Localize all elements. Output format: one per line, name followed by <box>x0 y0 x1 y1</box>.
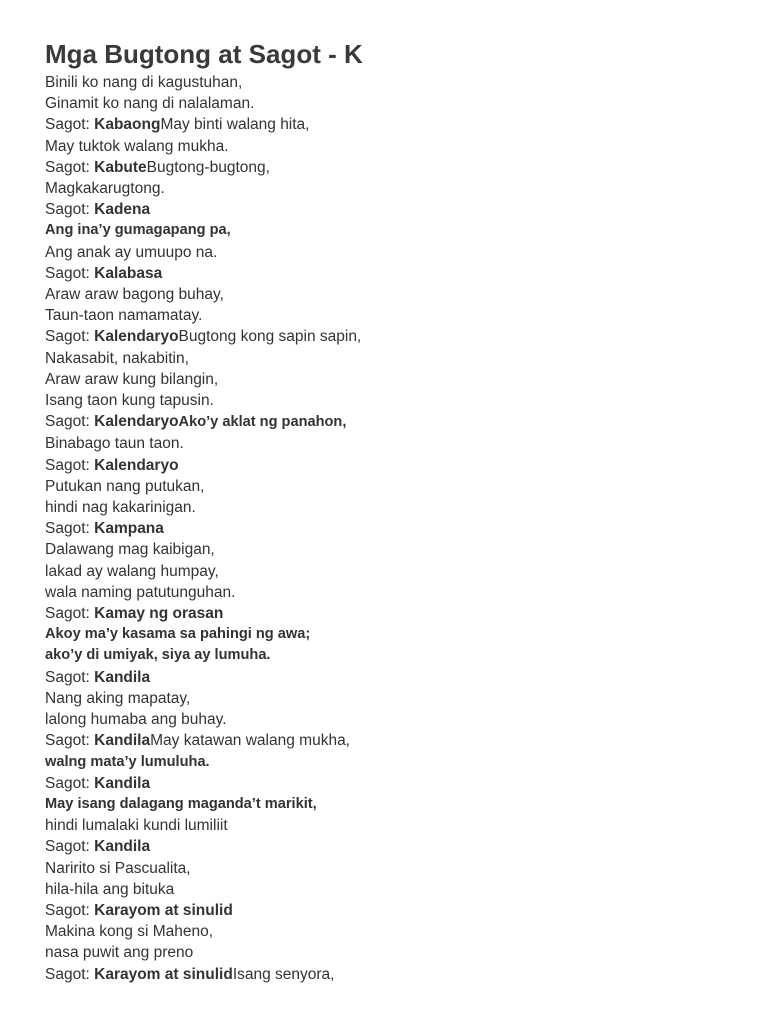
text-line <box>45 582 728 603</box>
line-text: Sagot: <box>45 264 95 282</box>
line-text: Bugtong-bugtong, <box>146 158 270 176</box>
line-text: May katawan walang mukha, <box>150 732 350 750</box>
line-text: hindi nag kakarinigan. <box>45 499 196 517</box>
text-line <box>45 942 728 963</box>
text-line <box>45 794 728 815</box>
text-line <box>45 157 728 178</box>
line-text: Sagot: <box>45 605 95 623</box>
line-text: Ang anak ay umuupo na. <box>45 243 218 261</box>
line-text: Binili ko nang di kagustuhan, <box>45 74 243 91</box>
line-text: May isang dalagang maganda’t marikit, <box>45 795 317 812</box>
line-text: nasa puwit ang preno <box>45 944 194 962</box>
text-line <box>45 369 728 390</box>
answer-text: Kandila <box>94 774 151 792</box>
bold-text: Ako’y aklat ng panahon, <box>178 414 347 431</box>
line-text: Sagot: <box>45 413 95 431</box>
riddle-text-body <box>45 72 728 985</box>
answer-text: Kabute <box>94 158 147 176</box>
text-line <box>45 433 728 454</box>
answer-text: Kandila <box>94 668 151 686</box>
text-line <box>45 688 728 709</box>
line-text: Binabago taun taon. <box>45 435 184 453</box>
line-text: May tuktok walang mukha. <box>45 137 229 155</box>
text-line <box>45 220 728 241</box>
line-text: May binti walang hita, <box>160 116 310 134</box>
answer-text: Kabaong <box>94 116 161 134</box>
line-text: Sagot: <box>45 158 95 176</box>
text-line <box>45 921 728 942</box>
answer-text: Karayom at sinulid <box>94 965 233 983</box>
line-text: Sagot: <box>45 838 95 856</box>
line-text: Isang taon kung tapusin. <box>45 392 214 410</box>
line-text: Sagot: <box>45 328 95 346</box>
text-line <box>45 476 728 497</box>
answer-text: Karayom at sinulid <box>94 901 233 919</box>
text-line <box>45 667 728 688</box>
text-line <box>45 836 728 857</box>
answer-text: Kandila <box>94 838 151 856</box>
line-text: Araw araw kung bilangin, <box>45 370 219 388</box>
line-text: Makina kong si Maheno, <box>45 923 214 941</box>
answer-text: Kalabasa <box>94 264 163 282</box>
line-text: Sagot: <box>45 732 95 750</box>
line-text: ako’y di umiyak, siya ay lumuha. <box>45 647 271 664</box>
text-line <box>45 645 728 666</box>
line-text: Sagot: <box>45 901 95 919</box>
line-text: Magkakarugtong. <box>45 180 165 198</box>
answer-text: Kampana <box>94 520 164 538</box>
line-text: Ang ina’y gumagapang pa, <box>45 222 231 239</box>
line-text: Dalawang mag kaibigan, <box>45 541 215 559</box>
text-line <box>45 114 728 135</box>
text-line <box>45 136 728 157</box>
text-line <box>45 879 728 900</box>
page-title: Mga Bugtong at Sagot - K <box>45 39 363 69</box>
text-line <box>45 561 728 582</box>
text-line <box>45 72 728 93</box>
line-text: walng mata’y lumuluha. <box>45 753 210 770</box>
text-line <box>45 497 728 518</box>
text-line <box>45 518 728 539</box>
text-line <box>45 390 728 411</box>
text-line <box>45 284 728 305</box>
answer-text: Kalendaryo <box>94 413 179 431</box>
line-text: Sagot: <box>45 520 95 538</box>
line-text: Sagot: <box>45 965 95 983</box>
text-line <box>45 603 728 624</box>
text-line <box>45 964 728 985</box>
line-text: Ginamit ko nang di nalalaman. <box>45 95 255 113</box>
line-text: wala naming patutunguhan. <box>45 583 236 601</box>
line-text: Sagot: <box>45 116 95 134</box>
answer-text: Kalendaryo <box>94 328 179 346</box>
text-line <box>45 326 728 347</box>
answer-text: Kamay ng orasan <box>94 605 224 623</box>
text-line <box>45 411 728 433</box>
line-text: lakad ay walang humpay, <box>45 562 219 580</box>
line-text: Sagot: <box>45 774 95 792</box>
text-line <box>45 178 728 199</box>
answer-text: Kalendaryo <box>94 456 179 474</box>
text-line <box>45 93 728 114</box>
text-line <box>45 539 728 560</box>
text-line <box>45 455 728 476</box>
text-line <box>45 624 728 645</box>
line-text: Sagot: <box>45 456 95 474</box>
line-text: Taun-taon namamatay. <box>45 307 203 325</box>
line-text: Nang aking mapatay, <box>45 689 191 707</box>
text-line <box>45 348 728 369</box>
text-line <box>45 199 728 220</box>
text-line <box>45 305 728 326</box>
line-text: Bugtong kong sapin sapin, <box>178 328 362 346</box>
line-text: Sagot: <box>45 201 95 219</box>
line-text: Naririto si Pascualita, <box>45 859 191 877</box>
answer-text: Kadena <box>94 201 151 219</box>
answer-text: Kandila <box>94 732 151 750</box>
line-text: lalong humaba ang buhay. <box>45 711 227 729</box>
line-text: hindi lumalaki kundi lumiliit <box>45 817 228 835</box>
line-text: hila-hila ang bituka <box>45 880 175 898</box>
text-line <box>45 752 728 773</box>
text-line <box>45 858 728 879</box>
line-text: Araw araw bagong buhay, <box>45 286 224 304</box>
text-line <box>45 242 728 263</box>
line-text: Putukan nang putukan, <box>45 477 205 495</box>
line-text: Nakasabit, nakabitin, <box>45 349 189 367</box>
text-line <box>45 709 728 730</box>
text-line <box>45 815 728 836</box>
text-line <box>45 730 728 751</box>
text-line <box>45 900 728 921</box>
text-line <box>45 263 728 284</box>
line-text: Sagot: <box>45 668 95 686</box>
text-line <box>45 773 728 794</box>
line-text: Akoy ma’y kasama sa pahingi ng awa; <box>45 626 311 643</box>
line-text: Isang senyora, <box>232 965 335 983</box>
